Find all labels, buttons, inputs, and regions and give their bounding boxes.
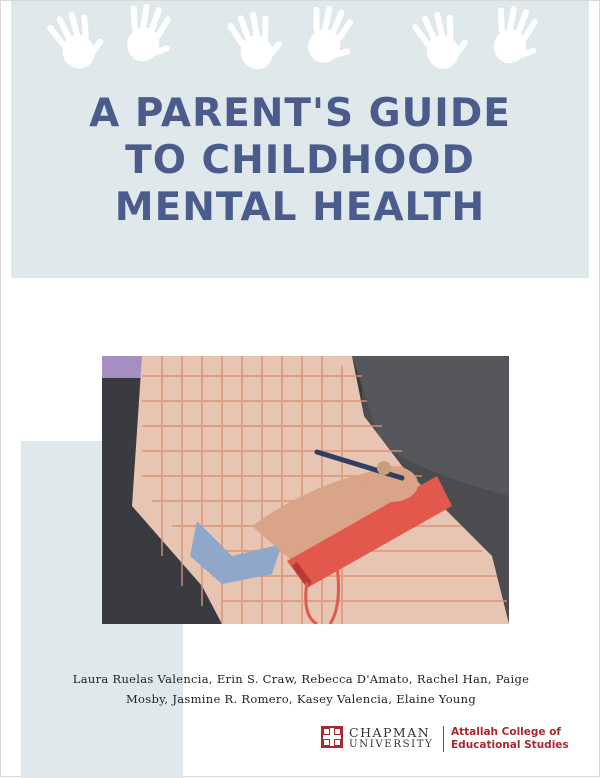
logo-divider <box>443 726 444 752</box>
university-name-line-2: UNIVERSITY <box>349 739 434 750</box>
college-name <box>451 726 569 752</box>
author-line-2: Mosby, Jasmine R. Romero, Kasey Valencia, Elaine Young <box>125 692 476 706</box>
handprint-icon <box>44 4 111 75</box>
handprint-icon <box>117 1 180 68</box>
college-name-line-2: Educational Studies <box>451 739 569 751</box>
title-line-1: A PARENT'S GUIDE <box>89 91 511 136</box>
handprint-icon <box>484 1 548 70</box>
photo-illustration <box>102 356 509 624</box>
chapman-logo <box>321 726 581 754</box>
cover-photo <box>102 356 509 624</box>
author-list <box>41 669 561 709</box>
title-line-3: MENTAL HEALTH <box>114 185 486 230</box>
title-line-2: TO CHILDHOOD <box>125 138 475 183</box>
title-banner <box>11 1 589 278</box>
author-line-1: Laura Ruelas Valencia, Erin S. Craw, Rebecca D'Amato, Rachel Han, Paige <box>72 672 530 686</box>
handprint-icon <box>409 5 474 75</box>
cover-title <box>11 90 589 231</box>
handprint-icon <box>225 6 288 74</box>
college-name-line-1: Attallah College of <box>451 726 561 738</box>
handprint-icon <box>298 1 363 71</box>
chapman-emblem-icon <box>321 726 343 748</box>
university-name-line-1: CHAPMAN <box>349 725 431 740</box>
university-name <box>349 726 434 751</box>
handprint-pattern <box>11 1 589 81</box>
